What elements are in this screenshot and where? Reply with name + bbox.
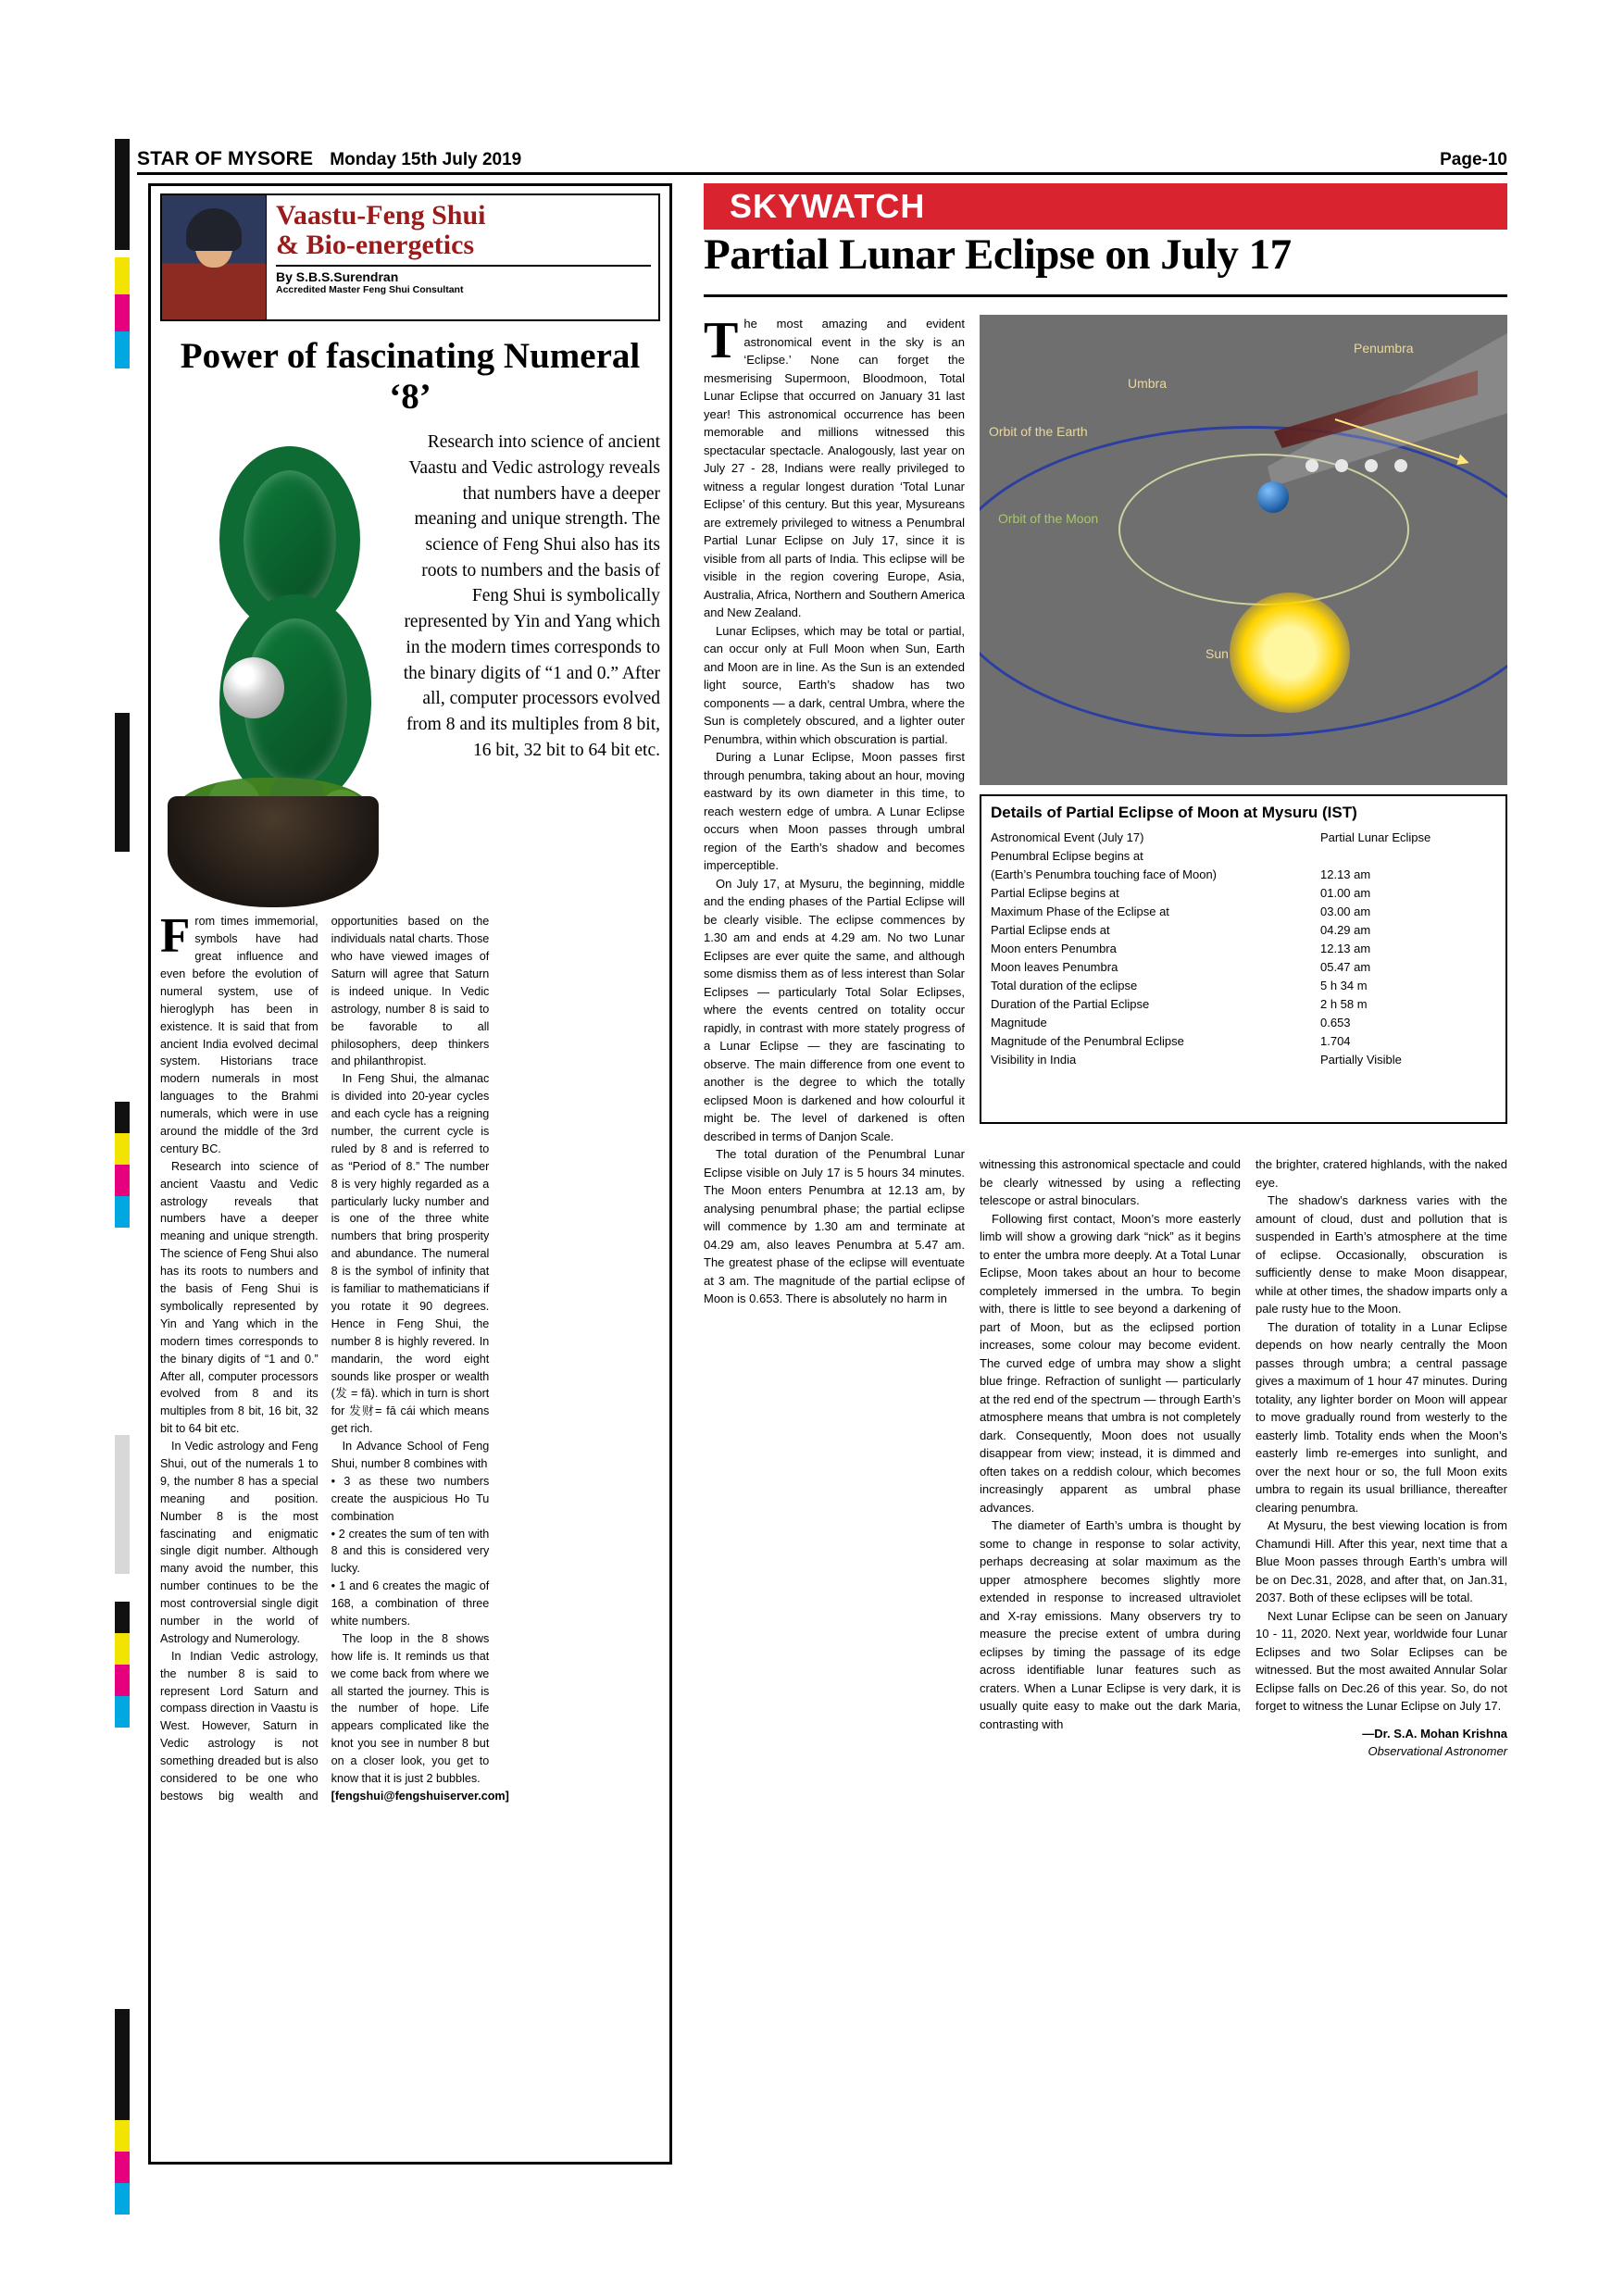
bullet-item: • 2 creates the sum of ten with 8 and this is considered very lucky. [331, 1527, 490, 1576]
paragraph: In Feng Shui, the almanac is divided into 20-year cycles and each cycle has a reigning number, the current cycle is ruled by 8 and is referred to as “Period of 8.” The number 8 is very highly regarded as a particularly lucky number and is one of the three white numbers that bring prosperity and abundance. The numeral 8 is the symbol of infinity that is familiar to mathematicians if you rotate it 90 degrees. Hence in Feng Shui, the number 8 is highly revered. In mandarin, the word eight sounds like prosper or wealth (发 = fā). which in turn is short for 发财= fā cái which means get rich. [331, 1072, 490, 1436]
detail-value: 04.29 am [1320, 922, 1371, 937]
paragraph: The total duration of the Penumbral Lunar Eclipse visible on July 17 is 5 hours 34 minutes. The Moon enters Penumbra at 12.13 am, by analysing penumbral phase; the partial eclipse will commence by 1.30 am and terminate at 04.29 am, also leaves Penumbra at 5.47 am. The greatest phase of the eclipse will eventuate at 3 am. The magnitude of the partial eclipse of Moon is 0.653. There is absolutely no harm in [704, 1147, 965, 1305]
detail-value: 03.00 am [1320, 904, 1371, 918]
detail-label: Magnitude of the Penumbral Eclipse [991, 1033, 1184, 1048]
column-credential: Accredited Master Feng Shui Consultant [276, 283, 464, 295]
paragraph: The shadow’s darkness varies with the amount of cloud, dust and pollution that is suspended in Earth’s atmosphere at the time of eclipse. Occasionally, obscuration is sufficiently dense to make Moon disappear, while at other times, the shadow imparts only a pale rusty hue to the Moon. [1255, 1193, 1507, 1316]
detail-label: Total duration of the eclipse [991, 978, 1138, 992]
detail-value: 2 h 58 m [1320, 996, 1368, 1011]
label-orbit-of-the-moon: Orbit of the Moon [998, 511, 1099, 526]
masthead-rule [137, 172, 1507, 175]
skywatch-column-3 [1255, 1155, 1507, 1761]
detail-label: Maximum Phase of the Eclipse at [991, 904, 1169, 918]
earth-graphic [1257, 481, 1289, 513]
paragraph: In Indian Vedic astrology, the number 8 is said to represent Lord Saturn and compass direction in Vaastu is West. However, Saturn in Vedic astrology is not something dreaded but is also considered to be one who bestows big wealth and opportunities based on the individuals natal charts. Those who have viewed images of Saturn will agree that Saturn is indeed unique. In Vedic astrology, number 8 is said to be favorable to all philosophers, deep thinkers and philanthropist. [160, 915, 490, 1803]
paragraph: Lunar Eclipses, which may be total or partial, can occur only at Full Moon when Sun, Earth and Moon are in line. As the Sun is an extended light source, Earth’s shadow has two components — a dark, central Umbra, where the Sun is completely obscured, and a lighter outer Penumbra, within which obscuration is partial. [704, 623, 965, 746]
drop-cap: F [160, 909, 191, 964]
paragraph: At Mysuru, the best viewing location is from Chamundi Hill. After this year, next time that a Blue Moon passes through Earth’s umbra will be on Dec.31, 2028, and after that, on Jan.31, 2037. Both of these eclipses will be total. [1255, 1518, 1507, 1604]
detail-value: Partial Lunar Eclipse [1320, 830, 1431, 844]
table-row [991, 883, 1496, 902]
column-byline: By S.B.S.Surendran [276, 268, 399, 284]
paragraph [704, 312, 965, 622]
skywatch-headline: Partial Lunar Eclipse on July 17 [704, 231, 1292, 279]
feature-lead-paragraph: Research into science of ancient Vaastu and Vedic astrology reveals that numbers have a deeper meaning and unique strength. The science of Feng Shui also has its roots to numbers and the basis of Feng Shui is symbolically represented by Yin and Yang which in the modern times corresponds to the binary digits of “1 and 0.” After all, computer processors evolved from 8 and its multiples from 8 bit, 16 bit, 32 bit to 64 bit etc. [403, 432, 660, 760]
paragraph: In Vedic astrology and Feng Shui, out of the numerals 1 to 9, the number 8 has a special meaning and position. Number 8 is the most fascinating and enigmatic single digit number. Although many avoid the number, this number continues to be the most controversial single digit number in the world of Astrology and Numerology. [160, 1440, 319, 1645]
table-row [991, 902, 1496, 920]
label-orbit-of-the-earth: Orbit of the Earth [989, 424, 1088, 439]
column-title-line2: & Bio-energetics [276, 230, 475, 261]
author-photo [162, 195, 267, 319]
detail-label: Visibility in India [991, 1052, 1077, 1067]
label-sun: Sun [1206, 646, 1229, 661]
detail-label: Penumbral Eclipse begins at [991, 848, 1143, 863]
table-row [991, 939, 1496, 957]
paper-name: STAR OF MYSORE [137, 148, 314, 169]
table-row [991, 994, 1496, 1013]
table-row [991, 846, 1496, 865]
table-row [991, 828, 1496, 846]
table-row [991, 1031, 1496, 1050]
table-row [991, 920, 1496, 939]
article-byline [1255, 1725, 1507, 1761]
label-penumbra: Penumbra [1354, 341, 1414, 356]
feature-body-columns [160, 909, 660, 1811]
drop-cap: T [704, 312, 739, 369]
detail-value: 01.00 am [1320, 885, 1371, 900]
paragraph [160, 909, 319, 1157]
paragraph-text: rom times immemorial, symbols have had great influence and even before the evolution of numeral system, use of hieroglyph has been in existence. It is said that from ancient India evolved decimal system. Historians trace modern numerals in most languages to the Brahmi numerals, which were in use around the middle of the 3rd century BC. [160, 915, 319, 1155]
bullet-item: • 3 as these two numbers create the auspicious Ho Tu combination [331, 1474, 490, 1523]
detail-value: 05.47 am [1320, 959, 1371, 974]
eclipse-details-table [991, 828, 1496, 1068]
details-title: Details of Partial Eclipse of Moon at Mysuru (IST) [991, 804, 1357, 821]
detail-label: Partial Eclipse ends at [991, 922, 1110, 937]
table-row [991, 865, 1496, 883]
page-number: Page-10 [1440, 150, 1507, 169]
paragraph-text: he most amazing and evident astronomical event in the sky is an ‘Eclipse.’ None can forget the mesmerising Supermoon, Bloodmoon, Total Lunar Eclipse that occurred on January 31 last year! This astronomical occurrence has been memorable and millions witnessed this spectacular spectacle. Analogously, last year on July 27 - 28, Indians were really privileged to witness a regular longest duration ‘Total Lunar Eclipse’ of this century. But this year, Mysureans are extremely privileged to witness a Penumbral Partial Lunar Eclipse on July 17, since it is visible from all parts of India. This eclipse will be visible in the region covering Europe, Asia, Australia, Africa, Northern and Southern America and New Zealand. [704, 317, 965, 619]
vaastu-feature-box [148, 183, 672, 2165]
issue-date: Monday 15th July 2019 [330, 150, 522, 169]
paragraph: Following first contact, Moon’s more easterly limb will show a growing dark “nick” as it begins to enter the umbra more deeply. At a Total Lunar Eclipse, Moon takes about an hour to become completely immersed in the umbra. To begin with, there is little to see beyond a darkening of part of Moon, but as the eclipsed portion increases, some colour may become evident. The curved edge of umbra may show a slight blue fringe. Refraction of sunlight — particularly at the red end of the spectrum — through Earth’s atmosphere means that umbra is not completely dark. Consequently, Moon does not usually disappear from view; instead, it is dimmed and often takes on a reddish colour, which becomes increasingly apparent as umbral phase advances. [980, 1211, 1241, 1515]
detail-value: Partially Visible [1320, 1052, 1402, 1067]
paragraph: The diameter of Earth’s umbra is thought by some to change in response to solar activity, perhaps decreasing at solar maximum as the upper atmosphere becomes slightly more extended in response to increased ultraviolet and X-ray emissions. Many observers try to measure the precise extent of umbra during eclipses by timing the passage of its edge across identifiable lunar features such as craters. When a Lunar Eclipse is very dark, it is usually quite easy to make out the dark Maria, contrasting with [980, 1518, 1241, 1731]
detail-value: 5 h 34 m [1320, 978, 1368, 992]
detail-label: Moon enters Penumbra [991, 941, 1117, 955]
table-row [991, 1013, 1496, 1031]
detail-label: Duration of the Partial Eclipse [991, 996, 1150, 1011]
numeral-eight-sculpture-image [160, 426, 388, 907]
detail-value: 12.13 am [1320, 941, 1371, 955]
sun-graphic [1230, 593, 1350, 713]
paragraph: the brighter, cratered highlands, with the naked eye. [1255, 1157, 1507, 1190]
paragraph: witnessing this astronomical spectacle and could be clearly witnessed by using a reflecting telescope or astral binoculars. [980, 1157, 1241, 1207]
detail-label: Partial Eclipse begins at [991, 885, 1119, 900]
paragraph: On July 17, at Mysuru, the beginning, middle and the ending phases of the Partial Eclipse will be clearly visible. The eclipse commences by 1.30 am and ends at 4.29 am. No two Lunar Eclipses are ever quite the same, and although some dismiss them as of less interest than Solar Eclipses — particularly Total Solar Eclipses, where the events centred on totality occur rapidly, in contrast with more stately progress of a Lunar Eclipse — they are fascinating to observe. The main difference from one event to another is the degree to which the totally eclipsed Moon is darkened and how colourful it might be. The level of darkened is often described in terms of Danjon Scale. [704, 876, 965, 1143]
eclipse-details-box [980, 794, 1507, 1124]
skywatch-rule [704, 294, 1507, 297]
detail-value [1320, 846, 1496, 865]
skywatch-banner-label: SKYWATCH [730, 187, 926, 225]
detail-value: 12.13 am [1320, 867, 1371, 881]
registration-color-bars [115, 139, 130, 2176]
column-header [160, 193, 660, 321]
label-umbra: Umbra [1128, 376, 1168, 391]
detail-value: 1.704 [1320, 1033, 1351, 1048]
table-row [991, 1050, 1496, 1068]
detail-label: Astronomical Event (July 17) [991, 830, 1144, 844]
skywatch-column-2 [980, 1155, 1241, 1733]
paragraph: Research into science of ancient Vaastu and Vedic astrology reveals that numbers have a deeper meaning and unique strength. The science of Feng Shui also has its roots to numbers and the basis of Feng Shui is symbolically represented by Yin and Yang which in the modern times corresponds to the binary digits of “1 and 0.” After all, computer processors evolved from 8 and its multiples from 8 bit, 16 bit, 32 bit to 64 bit etc. [160, 1159, 319, 1436]
byline-role: Observational Astronomer [1368, 1744, 1507, 1758]
table-row [991, 957, 1496, 976]
paragraph: During a Lunar Eclipse, Moon passes first through penumbra, taking about an hour, moving eastward by its own diameter in this time, to reach western edge of umbra. A Lunar Eclipse occurs when Moon passes through umbral region of the Earth’s shadow and becomes imperceptible. [704, 750, 965, 872]
feature-headline: Power of fascinating Numeral ‘8’ [180, 336, 641, 417]
masthead [137, 130, 1507, 170]
moon-positions [1305, 459, 1424, 477]
contact-email[interactable]: [fengshui@fengshuiserver.com] [331, 1789, 509, 1803]
byline-name: —Dr. S.A. Mohan Krishna [1362, 1726, 1507, 1741]
bullet-item: • 1 and 6 creates the magic of 168, a combination of three white numbers. [331, 1579, 490, 1628]
detail-label: Moon leaves Penumbra [991, 959, 1118, 974]
skywatch-banner [704, 183, 1507, 230]
table-row [991, 976, 1496, 994]
eclipse-diagram-image [980, 315, 1507, 785]
paragraph: Next Lunar Eclipse can be seen on January 10 - 11, 2020. Next year, worldwide four Lunar Eclipses and two Solar Eclipses can be witnessed. But the most awaited Annular Solar Eclipse falls on Dec.26 of this year. So, do not forget to witness the Lunar Eclipse on July 17. [1255, 1608, 1507, 1713]
detail-label: Magnitude [991, 1015, 1047, 1029]
paragraph: In Advance School of Feng Shui, number 8 combines with [331, 1440, 490, 1470]
paragraph: The duration of totality in a Lunar Eclipse depends on how nearly centrally the Moon passes through umbra; a central passage gives a maximum of 1 hour 47 minutes. During totality, any lighter border on Moon will appear to move gradually round from westerly to the easterly limb. Totality ends when the Moon’s easterly limb re-emerges into sunlight, and over the next hour or so, the full Moon exits umbra to regain its usual brilliance, thereafter clearing penumbra. [1255, 1319, 1507, 1515]
column-title-line1: Vaastu-Feng Shui [276, 200, 486, 231]
detail-value: 0.653 [1320, 1015, 1351, 1029]
paragraph: The loop in the 8 shows how life is. It reminds us that we come back from where we all started the journey. This is the number of hope. Life appears complicated like the knot you see in number 8 but on a closer look, you get to know that it is just 2 bubbles. [331, 1631, 490, 1785]
skywatch-column-1 [704, 312, 965, 1308]
detail-label: (Earth’s Penumbra touching face of Moon) [991, 867, 1218, 881]
